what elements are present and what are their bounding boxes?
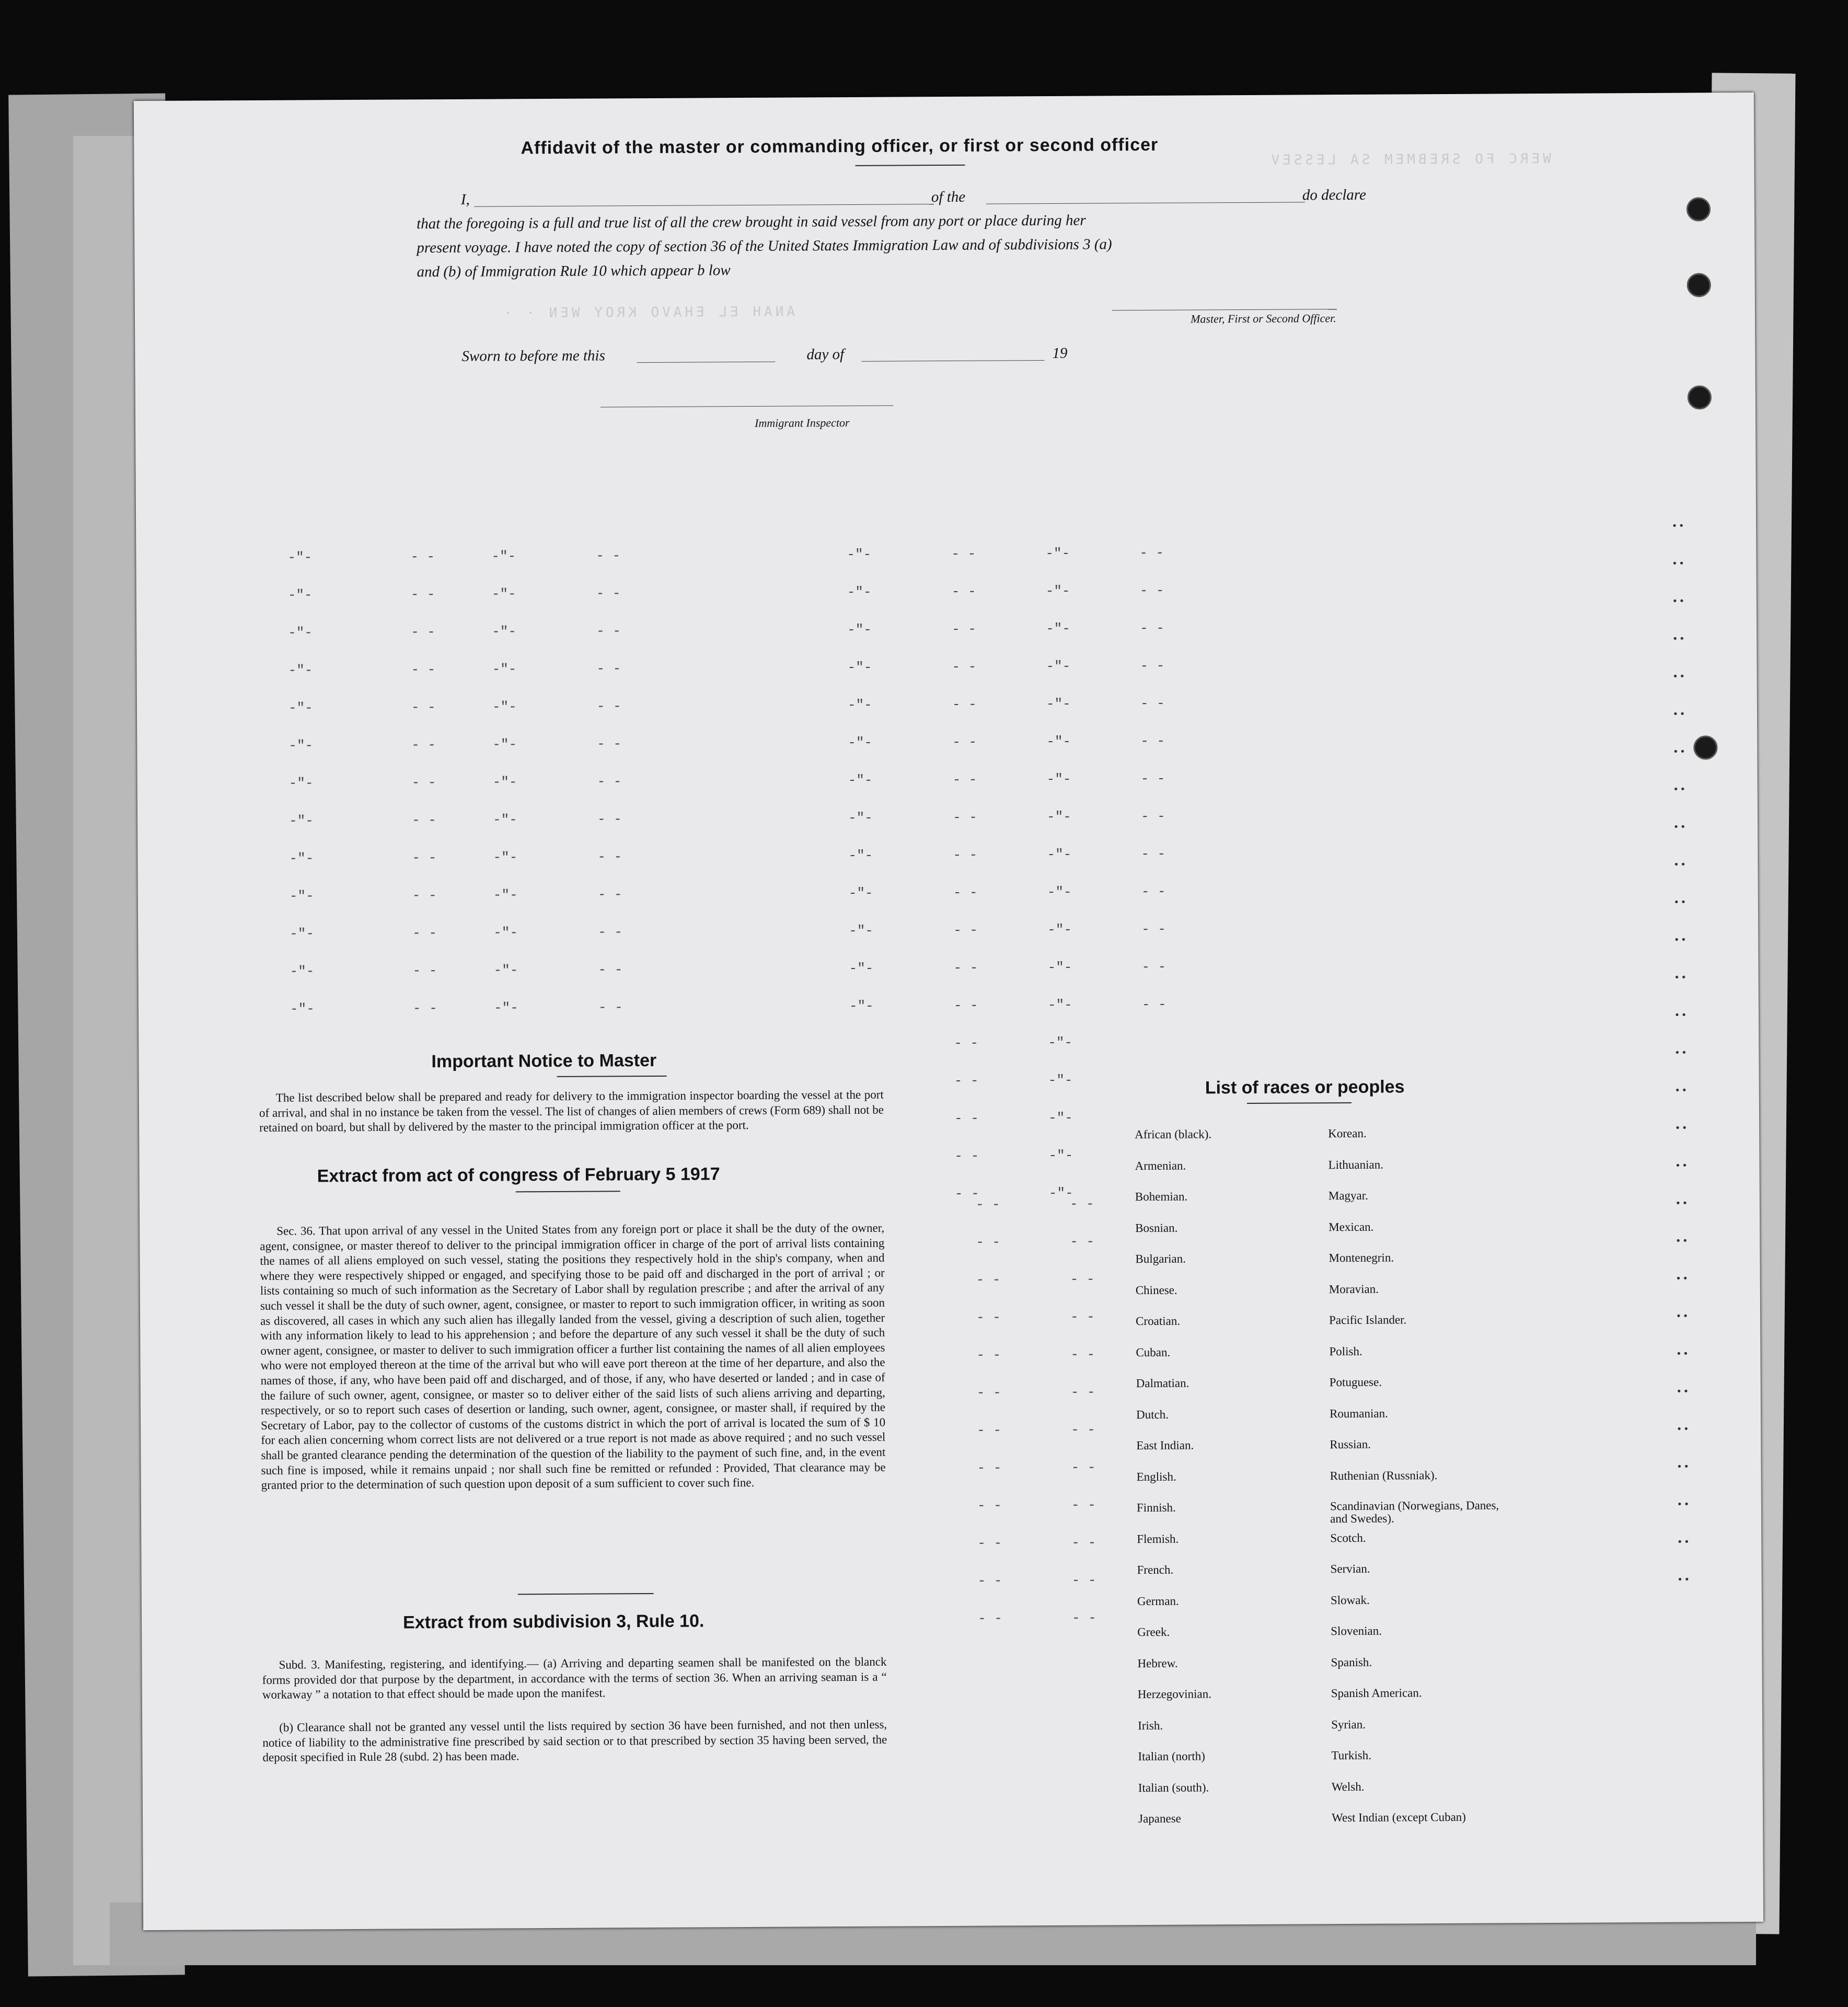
ditto-mark: - -: [1140, 695, 1165, 712]
affidavit-line1-declare: do declare: [1302, 186, 1367, 204]
ditto-mark: -"-: [492, 661, 517, 677]
ditto-mark: -"-: [1046, 658, 1071, 675]
race-item: Lithuanian.: [1328, 1158, 1383, 1171]
ditto-mark: - -: [1139, 582, 1164, 599]
ditto-mark: - -: [975, 1196, 1000, 1213]
divider: [856, 165, 965, 166]
ditto-mark: - -: [1141, 959, 1166, 975]
race-item: Hebrew.: [1137, 1656, 1178, 1670]
ditto-mark: -"-: [492, 624, 517, 640]
ditto-mark: - -: [977, 1573, 1002, 1589]
race-item: East Indian.: [1136, 1438, 1194, 1452]
ditto-mark: -"-: [288, 700, 313, 716]
ditto-mark: -"-: [848, 772, 873, 789]
blank-line: [474, 204, 934, 207]
punch-hole: [1687, 273, 1711, 297]
ditto-mark: -"-: [493, 925, 518, 941]
race-item: Ruthenian (Russniak).: [1330, 1468, 1438, 1482]
row-marker: • •: [1678, 1535, 1689, 1548]
ditto-mark: - -: [954, 1110, 979, 1126]
race-item: Roumanian.: [1329, 1406, 1388, 1420]
ditto-mark: - -: [1070, 1271, 1095, 1287]
ditto-mark: -"-: [1046, 696, 1071, 712]
ditto-mark: - -: [976, 1272, 1001, 1288]
race-item: Magyar.: [1328, 1189, 1368, 1203]
ditto-mark: - -: [977, 1497, 1002, 1514]
race-item: Flemish.: [1137, 1532, 1179, 1545]
extract-rule-title: Extract from subdivision 3, Rule 10.: [403, 1611, 704, 1633]
ditto-mark: - -: [954, 1072, 979, 1089]
ditto-mark: - -: [953, 884, 978, 901]
sworn-label: Sworn to before me this: [461, 347, 605, 365]
ditto-mark: -"-: [289, 850, 314, 867]
ditto-mark: -"-: [848, 847, 873, 863]
ditto-mark: -"-: [287, 549, 313, 566]
race-item: Chinese.: [1135, 1283, 1177, 1297]
ditto-mark: - -: [1139, 545, 1164, 561]
row-marker: • •: [1676, 1121, 1687, 1134]
ditto-mark: -"-: [848, 885, 873, 901]
ditto-mark: -"-: [290, 963, 315, 979]
ditto-mark: -"-: [848, 734, 873, 751]
ditto-mark: -"-: [1046, 733, 1071, 750]
bleed-through-text: ANAH EL EHAVO KROY WEN · ·: [500, 304, 795, 321]
row-marker: • •: [1676, 1196, 1687, 1209]
ditto-mark: -"-: [1048, 1034, 1073, 1051]
ditto-mark: - -: [1071, 1422, 1096, 1438]
ditto-mark: - -: [1069, 1196, 1094, 1212]
ditto-mark: -"-: [847, 621, 872, 638]
ditto-mark: -"-: [847, 697, 872, 713]
ditto-mark: -"-: [1047, 846, 1072, 863]
ditto-mark: - -: [412, 1000, 437, 1017]
ditto-mark: - -: [976, 1309, 1001, 1325]
day-of-label: day of: [806, 346, 845, 363]
ditto-mark: -"-: [1047, 997, 1072, 1013]
race-item: Irish.: [1138, 1718, 1163, 1732]
ditto-mark: - -: [411, 812, 436, 828]
ditto-mark: - -: [596, 548, 621, 564]
ditto-mark: - -: [1071, 1459, 1096, 1475]
row-marker: • •: [1676, 1271, 1688, 1285]
row-marker: • •: [1674, 857, 1685, 871]
divider: [518, 1593, 654, 1595]
ditto-mark: - -: [952, 696, 977, 712]
row-marker: • •: [1675, 1045, 1687, 1059]
race-item: Potuguese.: [1329, 1375, 1382, 1389]
ditto-mark: - -: [1140, 770, 1165, 787]
ditto-mark: -"-: [287, 587, 313, 603]
race-item: Finnish.: [1136, 1501, 1176, 1515]
ditto-mark: - -: [953, 960, 978, 976]
signature-line: [1112, 309, 1337, 310]
divider: [516, 1191, 620, 1192]
punch-hole: [1688, 385, 1712, 409]
extract-rule-text-b: (b) Clearance shall not be granted any vessel until the lists required by section 36 have been furnished, and not then unless, notice of liability to the administrative fine prescribed by said section or to that prescribed by section 35 having been served, the deposit specified in Rule 28 (subd. 2) has been made.: [262, 1717, 887, 1764]
punch-hole: [1687, 197, 1711, 221]
race-item: Spanish.: [1331, 1655, 1372, 1669]
row-marker: • •: [1674, 820, 1685, 833]
ditto-mark: - -: [598, 962, 623, 978]
row-marker: • •: [1674, 970, 1686, 984]
bleed-through-text: WERC FO SREBMEM SA LESSEV: [1268, 151, 1551, 168]
ditto-mark: - -: [596, 623, 621, 639]
ditto-mark: - -: [596, 698, 621, 714]
races-title: List of races or peoples: [1205, 1077, 1405, 1098]
ditto-mark: -"-: [849, 998, 874, 1014]
race-item: Spanish American.: [1331, 1686, 1422, 1700]
race-item: Japanese: [1138, 1812, 1181, 1826]
ditto-mark: - -: [951, 546, 976, 562]
manifest-page: [134, 93, 1763, 1930]
ditto-mark: - -: [411, 699, 436, 716]
ditto-mark: - -: [1140, 620, 1165, 637]
ditto-mark: -"-: [1048, 1147, 1073, 1164]
notice-text: The list described below shall be prepared and ready for delivery to the immigration inspector boarding the vessel at the port of arrival, and shal in no instance be taken from the vessel. The list of changes of alien members of crews (Form 689) shall not be retained on board, but shall by delivered by the master to the principal immigration officer at the port.: [259, 1088, 884, 1135]
ditto-mark: -"-: [491, 586, 516, 602]
row-marker: • •: [1677, 1497, 1689, 1510]
ditto-mark: - -: [953, 922, 978, 938]
ditto-mark: -"-: [1048, 1185, 1073, 1202]
ditto-mark: - -: [410, 549, 435, 565]
race-item: Italian (south).: [1138, 1780, 1209, 1794]
ditto-mark: - -: [1141, 846, 1166, 862]
ditto-mark: - -: [597, 736, 622, 752]
divider: [557, 1076, 667, 1077]
ditto-mark: -"-: [492, 736, 517, 753]
ditto-mark: - -: [952, 659, 977, 675]
ditto-mark: - -: [1071, 1497, 1096, 1513]
race-item: Cuban.: [1136, 1345, 1171, 1359]
race-item: Russian.: [1330, 1437, 1371, 1451]
ditto-mark: -"-: [1046, 809, 1071, 825]
race-item: Montenegrin.: [1329, 1251, 1394, 1265]
row-marker: • •: [1676, 1233, 1688, 1247]
affidavit-line1-i: I,: [460, 191, 470, 208]
affidavit-line2: that the foregoing is a full and true list of all the crew brought in said vessel from any port or place during her: [417, 212, 1086, 233]
ditto-mark: - -: [952, 621, 977, 637]
ditto-mark: -"-: [289, 888, 314, 904]
ditto-mark: - -: [952, 809, 977, 825]
ditto-mark: -"-: [491, 548, 516, 564]
race-item: Korean.: [1328, 1126, 1367, 1140]
inspector-label: Immigrant Inspector: [755, 416, 850, 430]
race-item: African (black).: [1135, 1127, 1212, 1141]
row-marker: • •: [1675, 1083, 1687, 1097]
affidavit-line4: and (b) of Immigration Rule 10 which appear b low: [417, 262, 731, 281]
divider: [1247, 1102, 1352, 1104]
ditto-mark: - -: [1140, 658, 1165, 674]
ditto-mark: -"-: [288, 775, 314, 791]
blank-line: [637, 362, 775, 363]
row-marker: • •: [1672, 556, 1684, 570]
ditto-mark: - -: [412, 925, 437, 941]
row-marker: • •: [1674, 895, 1685, 908]
row-marker: • •: [1673, 669, 1684, 683]
ditto-mark: - -: [596, 661, 621, 677]
race-item: Welsh.: [1331, 1780, 1365, 1793]
row-marker: • •: [1676, 1158, 1687, 1172]
ditto-mark: - -: [597, 811, 622, 827]
ditto-mark: - -: [412, 850, 437, 866]
race-item: Moravian.: [1329, 1282, 1379, 1296]
extract-act-text: Sec. 36. That upon arrival of any vessel in the United States from any foreign port or place it shall be the duty of the owner, agent, consignee, or master thereof to deliver to the principal immigration officer in charge of the port of arrival lists containing the names of all aliens employed on such vessel, stating the positions they respectively hold in the ship's company, when and where they were respectively shipped or engaged, and specifying those to be paid off and discharged in the port of arrival ; or lists containing so much of such information as the Secretary of Labor shall by regulation prescribe ; and after the arrival of any such vessel it shall be the duty of such owner, agent, consignee, or master to report to such immigration officer, in writing as soon as discovered, all cases in which any such alien has illegally landed from the vessel, giving a description of such alien, together with any information likely to lead to his apprehension ; and before the departure of any such vessel it shall be the duty of such owner agent, consignee, or master to deliver to such immigration officer a further list containing the names of all alien employees who were not employed thereon at the time of the arrival but who will eave port thereon at the time of her departure, and also the names of those, if any, who have been paid off and discharged, and of those, if any, who have deserted or landed ; and in case of the failure of such owner, agent, consignee, or master so to deliver either of the said lists of such aliens arriving and departing, respectively, or so to report such cases of desertion or landing, such owner, agent, consignee, or master shall, if required by the Secretary of Labor, pay to the collector of customs of the customs district in which the port of arrival is located the sum of $ 10 for each alien concerning whom correct lists are not delivered or a true report is not made as above required ; and no such vessel shall be granted clearance pending the determination of the question of the liability to the payment of such fine, and, in the event such fine is imposed, while it remains unpaid ; nor shall such fine be remitted or refunded : Provided, That clearance may be granted prior to the determination of such question upon deposit of a sum sufficient to cover such fine.: [260, 1221, 886, 1492]
ditto-mark: - -: [954, 1148, 979, 1164]
ditto-mark: -"-: [290, 1001, 315, 1017]
race-item: German.: [1137, 1594, 1179, 1608]
race-item: Mexican.: [1329, 1220, 1374, 1233]
race-item: Dutch.: [1136, 1408, 1169, 1421]
ditto-mark: - -: [1070, 1346, 1095, 1363]
row-marker: • •: [1672, 518, 1684, 532]
ditto-mark: - -: [412, 887, 437, 904]
ditto-mark: - -: [1070, 1233, 1095, 1250]
ditto-mark: -"-: [848, 810, 873, 826]
ditto-mark: -"-: [492, 699, 517, 715]
ditto-mark: -"-: [288, 662, 313, 678]
ditto-mark: -"-: [288, 737, 314, 754]
race-item: Herzegovinian.: [1137, 1687, 1212, 1701]
ditto-mark: - -: [976, 1234, 1001, 1250]
race-item: Bulgarian.: [1135, 1252, 1186, 1266]
ditto-mark: -"-: [288, 625, 313, 641]
ditto-mark: - -: [1071, 1535, 1096, 1551]
row-marker: • •: [1677, 1422, 1689, 1435]
race-item: Bosnian.: [1135, 1221, 1178, 1235]
race-item: Scotch.: [1330, 1531, 1366, 1544]
race-item: Slowak.: [1330, 1593, 1370, 1607]
ditto-mark: - -: [1140, 733, 1165, 749]
blank-line: [986, 202, 1305, 204]
row-marker: • •: [1673, 707, 1685, 720]
ditto-mark: -"-: [847, 584, 872, 601]
ditto-mark: -"-: [493, 849, 518, 866]
ditto-mark: - -: [954, 1185, 979, 1202]
ditto-mark: - -: [1070, 1309, 1095, 1325]
ditto-mark: -"-: [290, 926, 315, 942]
ditto-mark: - -: [596, 585, 621, 602]
ditto-mark: - -: [598, 999, 623, 1016]
affidavit-line1-of: of the: [931, 188, 966, 206]
race-item: West Indian (except Cuban): [1332, 1810, 1466, 1825]
race-item: Bohemian.: [1135, 1190, 1188, 1204]
ditto-mark: - -: [1071, 1572, 1096, 1588]
notice-title: Important Notice to Master: [431, 1050, 657, 1072]
ditto-mark: -"-: [1046, 771, 1071, 788]
row-marker: • •: [1673, 744, 1685, 758]
race-item: Scandinavian (Norwegians, Danes, and Swedes).: [1330, 1498, 1499, 1526]
ditto-mark: -"-: [1047, 959, 1072, 976]
ditto-mark: - -: [953, 847, 978, 863]
race-item: Armenian.: [1135, 1159, 1186, 1172]
ditto-mark: - -: [953, 997, 978, 1013]
race-item: Greek.: [1137, 1625, 1170, 1639]
row-marker: • •: [1677, 1459, 1689, 1473]
race-item: Slovenian.: [1331, 1624, 1382, 1638]
ditto-mark: - -: [976, 1347, 1001, 1363]
ditto-mark: - -: [412, 963, 437, 979]
ditto-mark: - -: [952, 734, 977, 750]
affidavit-line3: present voyage. I have noted the copy of section 36 of the United States Immigration Law and of subdivisions 3 (a): [417, 236, 1112, 257]
ditto-mark: -"-: [849, 922, 874, 939]
blank-line: [861, 360, 1044, 362]
ditto-mark: -"-: [492, 812, 517, 828]
race-item: Italian (north): [1138, 1749, 1205, 1763]
ditto-mark: -"-: [1045, 583, 1070, 599]
signer-label: Master, First or Second Officer.: [1191, 312, 1336, 326]
race-item: Dalmatian.: [1136, 1376, 1189, 1390]
inspector-line: [600, 406, 893, 408]
ditto-mark: - -: [951, 583, 976, 599]
ditto-mark: -"-: [493, 887, 518, 903]
ditto-mark: - -: [597, 849, 622, 865]
ditto-mark: -"-: [493, 962, 518, 978]
race-item: Polish.: [1329, 1344, 1362, 1358]
race-item: French.: [1137, 1563, 1174, 1577]
row-marker: • •: [1673, 782, 1685, 795]
ditto-mark: -"-: [849, 960, 874, 976]
ditto-mark: - -: [1141, 883, 1166, 900]
ditto-mark: - -: [1072, 1610, 1096, 1626]
race-item: Servian.: [1330, 1562, 1370, 1576]
affidavit-title: Affidavit of the master or commanding officer, or first or second officer: [521, 134, 1159, 158]
ditto-mark: - -: [411, 775, 436, 791]
ditto-mark: - -: [1070, 1384, 1095, 1400]
ditto-mark: - -: [977, 1422, 1002, 1438]
ditto-mark: - -: [598, 924, 623, 940]
ditto-mark: - -: [952, 771, 977, 788]
row-marker: • •: [1678, 1572, 1689, 1586]
ditto-mark: - -: [597, 774, 622, 790]
row-marker: • •: [1677, 1384, 1688, 1398]
ditto-mark: - -: [954, 1035, 979, 1051]
ditto-mark: -"-: [1048, 1110, 1073, 1126]
ditto-mark: - -: [411, 624, 436, 640]
ditto-mark: - -: [977, 1460, 1002, 1476]
ditto-mark: -"-: [493, 1000, 518, 1016]
race-item: Croatian.: [1136, 1314, 1181, 1328]
ditto-mark: - -: [410, 586, 435, 603]
row-marker: • •: [1677, 1309, 1688, 1322]
row-marker: • •: [1674, 932, 1686, 946]
ditto-mark: -"-: [847, 659, 872, 676]
race-item: Syrian.: [1331, 1717, 1366, 1731]
race-item: Turkish.: [1331, 1748, 1372, 1762]
extract-act-title: Extract from act of congress of February 5 1917: [317, 1164, 720, 1186]
race-item: Pacific Islander.: [1329, 1313, 1407, 1327]
ditto-mark: -"-: [1047, 884, 1072, 901]
extract-rule-text-a: Subd. 3. Manifesting, registering, and identifying.— (a) Arriving and departing seamen shall be manifested on the blanck forms provided dor that purpose by the department, in accordance with the terms of section 36. When an arriving seaman is a “ workaway ” a notation to that effect should be made upon the manifest.: [262, 1655, 887, 1702]
ditto-mark: - -: [1141, 921, 1166, 938]
ditto-mark: - -: [1140, 808, 1165, 825]
year-label: 19: [1052, 344, 1068, 362]
ditto-mark: -"-: [492, 774, 517, 790]
ditto-mark: -"-: [847, 546, 872, 563]
row-marker: • •: [1673, 631, 1684, 645]
ditto-mark: -"-: [1048, 1072, 1073, 1089]
ditto-mark: -"-: [1045, 545, 1070, 562]
ditto-mark: -"-: [1046, 620, 1071, 637]
race-item: English.: [1136, 1470, 1176, 1483]
ditto-mark: - -: [976, 1385, 1001, 1401]
ditto-mark: - -: [1141, 996, 1166, 1013]
ditto-mark: - -: [411, 662, 436, 678]
row-marker: • •: [1677, 1346, 1688, 1360]
ditto-mark: - -: [411, 737, 436, 753]
row-marker: • •: [1674, 1008, 1687, 1021]
ditto-mark: - -: [978, 1610, 1002, 1627]
ditto-mark: -"-: [288, 813, 314, 829]
ditto-mark: - -: [597, 886, 622, 903]
ditto-mark: -"-: [1047, 921, 1072, 938]
row-marker: • •: [1672, 594, 1684, 607]
ditto-mark: - -: [977, 1535, 1002, 1551]
